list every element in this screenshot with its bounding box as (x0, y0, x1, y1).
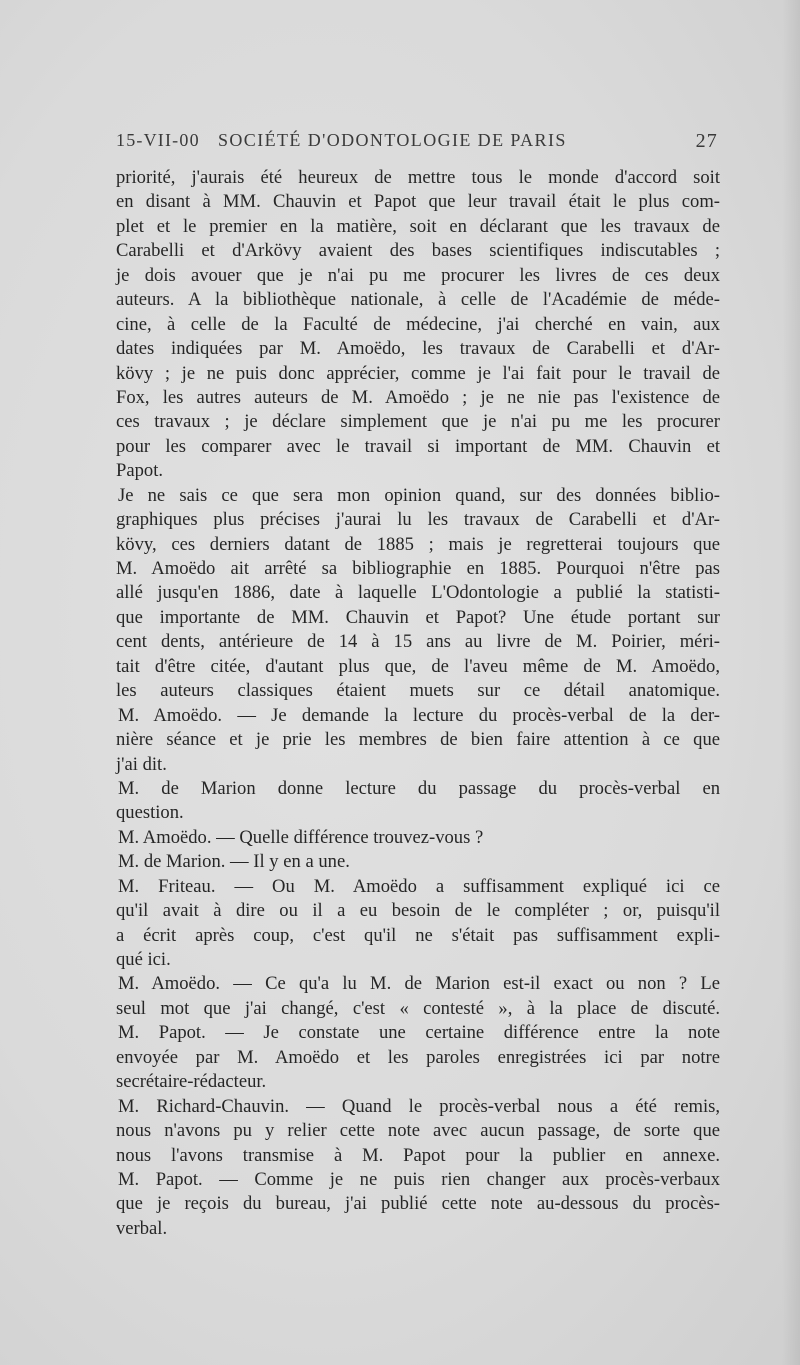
text-line: M. de Marion donne lecture du passage du procès-verbal en (118, 777, 720, 799)
text-line: verbal. (116, 1217, 168, 1239)
text-line: nous n'avons pu y relier cette note avec aucun passage, de sorte que (116, 1120, 720, 1142)
text-line: Carabelli et d'Arkövy avaient des bases scientifiques indiscutables ; (116, 240, 720, 262)
text-line: auteurs. A la bibliothèque nationale, à celle de l'Académie de méde- (116, 289, 720, 311)
text-line: en disant à MM. Chauvin et Papot que leur travail était le plus com- (116, 191, 720, 213)
text-line: kövy, ces derniers datant de 1885 ; mais je regretterai toujours que (116, 533, 720, 555)
text-line: Je ne sais ce que sera mon opinion quand, sur des données biblio- (118, 484, 720, 506)
text-line: cent dents, antérieure de 14 à 15 ans au livre de M. Poirier, méri- (116, 631, 720, 653)
text-line: plet et le premier en la matière, soit en déclarant que les travaux de (116, 215, 720, 237)
page-edge-shadow (782, 0, 800, 1365)
text-line: M. Friteau. — Ou M. Amoëdo a suffisamment expliqué ici ce (118, 875, 720, 897)
page-number: 27 (695, 130, 718, 152)
text-line: M. Richard-Chauvin. — Quand le procès-verbal nous a été remis, (118, 1095, 720, 1117)
text-line: que je reçois du bureau, j'ai publié cette note au-dessous du procès- (116, 1193, 720, 1215)
text-line: M. Amoëdo. — Ce qu'a lu M. de Marion est-il exact ou non ? Le (118, 973, 720, 995)
running-header (116, 130, 718, 156)
text-line: allé jusqu'en 1886, date à laquelle L'Odontologie a publié la statisti- (116, 582, 720, 604)
text-line: kövy ; je ne puis donc apprécier, comme je l'ai fait pour le travail de (116, 362, 720, 384)
text-line: que importante de MM. Chauvin et Papot? Une étude portant sur (116, 606, 720, 628)
text-line: les auteurs classiques étaient muets sur ce détail anatomique. (116, 680, 720, 702)
text-line: M. Amoëdo. — Je demande la lecture du procès-verbal de la der- (118, 704, 720, 726)
text-line: question. (116, 802, 184, 824)
text-line: nous l'avons transmise à M. Papot pour la publier en annexe. (116, 1144, 720, 1166)
text-line: secrétaire-rédacteur. (116, 1071, 267, 1093)
text-line: qué ici. (116, 949, 171, 970)
text-line: qu'il avait à dire ou il a eu besoin de le compléter ; or, puisqu'il (116, 900, 720, 922)
body-text (116, 166, 720, 1241)
text-line: je dois avouer que je n'ai pu me procurer les livres de ces deux (116, 264, 720, 286)
text-line: cine, à celle de la Faculté de médecine, j'ai cherché en vain, aux (116, 313, 720, 335)
text-line: M. Papot. — Je constate une certaine différence entre la note (118, 1022, 720, 1044)
text-line: seul mot que j'ai changé, c'est « contesté », à la place de discuté. (116, 997, 720, 1019)
text-line: nière séance et je prie les membres de bien faire attention à ce que (116, 729, 720, 751)
text-line: M. Amoëdo ait arrêté sa bibliographie en 1885. Pourquoi n'être pas (116, 558, 720, 579)
header-date: 15-VII-00 (116, 130, 200, 150)
text-line: envoyée par M. Amoëdo et les paroles enregistrées ici par notre (116, 1046, 720, 1068)
text-line: ces travaux ; je déclare simplement que je n'ai pu me les procurer (116, 411, 720, 433)
text-line: M. de Marion. — Il y en a une. (118, 851, 350, 873)
header-title: SOCIÉTÉ D'ODONTOLOGIE DE PARIS (218, 130, 567, 150)
text-line: graphiques plus précises j'aurai lu les travaux de Carabelli et d'Ar- (116, 509, 720, 531)
text-line: M. Papot. — Comme je ne puis rien changer aux procès-verbaux (118, 1168, 720, 1190)
text-line: Papot. (116, 460, 164, 482)
text-line: Fox, les autres auteurs de M. Amoëdo ; je ne nie pas l'existence de (116, 386, 720, 408)
text-line: M. Amoëdo. — Quelle différence trouvez-vous ? (118, 826, 484, 848)
text-line: tait d'être citée, d'autant plus que, de l'aveu même de M. Amoëdo, (116, 655, 720, 677)
text-line: j'ai dit. (116, 753, 167, 775)
text-line: pour les comparer avec le travail si important de MM. Chauvin et (116, 435, 720, 457)
text-line: priorité, j'aurais été heureux de mettre tous le monde d'accord soit (116, 167, 720, 188)
text-line: a écrit après coup, c'est qu'il ne s'était pas suffisamment expli- (116, 924, 720, 946)
text-line: dates indiquées par M. Amoëdo, les travaux de Carabelli et d'Ar- (116, 338, 720, 360)
